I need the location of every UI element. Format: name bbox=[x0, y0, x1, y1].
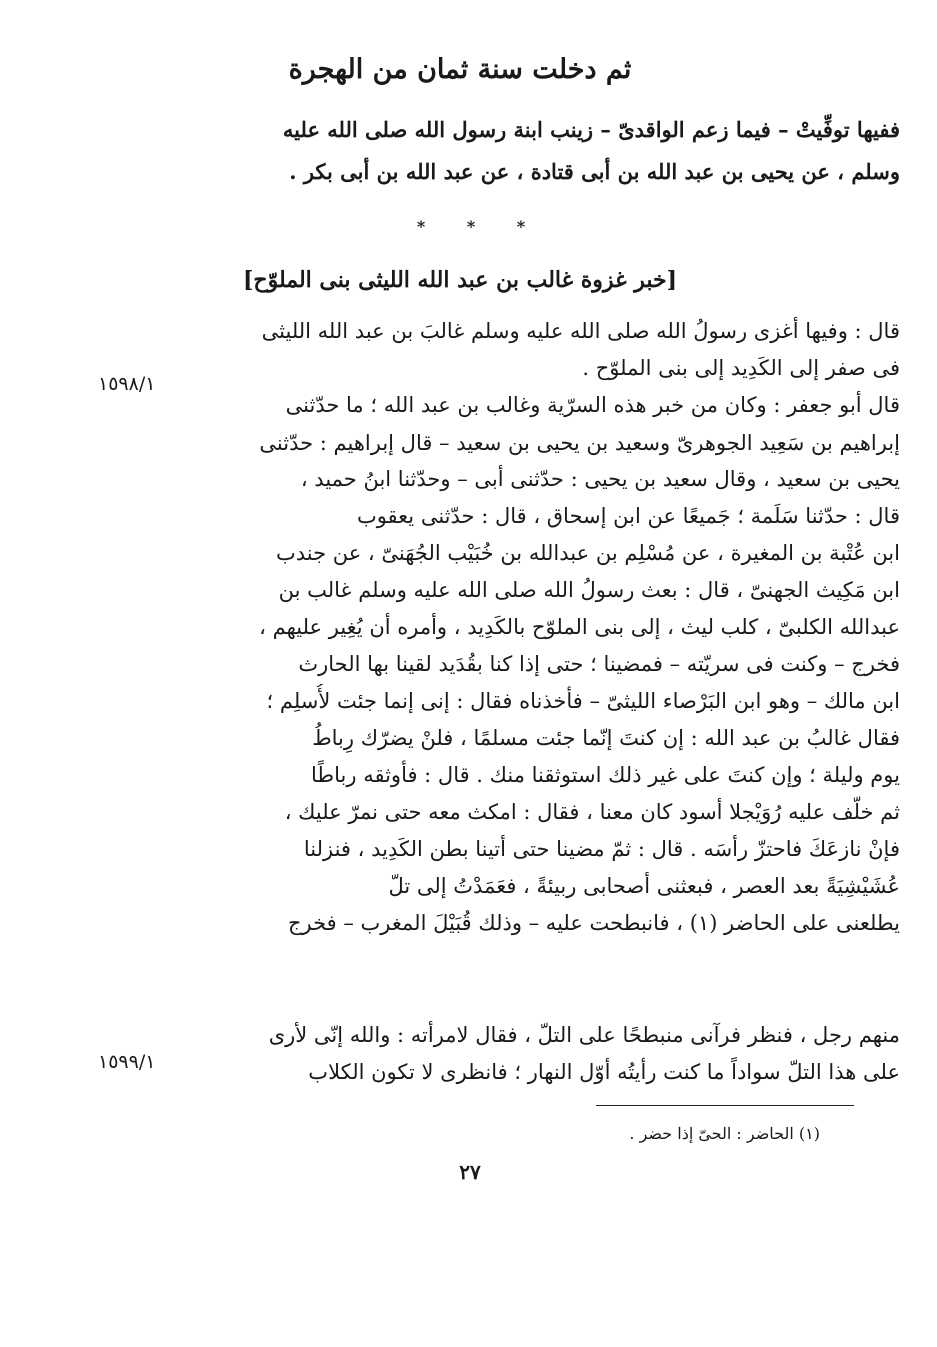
body-line: فقال غالبُ بن عبد الله : إن كنتَ إنّما جئت مسلمًا ، فلنْ يضرّك رِباطُ bbox=[312, 726, 900, 750]
body-line: ثم خلّف عليه رُوَيْجلا أسود كان معنا ، فقال : امكث معه حتى نمرّ عليك ، bbox=[284, 800, 900, 824]
body-line: قال : وفيها أغزى رسولُ الله صلى الله عليه وسلم غالبَ بن عبد الله الليثى bbox=[261, 319, 900, 343]
intro-line: وسلم ، عن يحيى بن عبد الله بن أبى قتادة ، عن عبد الله بن أبى بكر . bbox=[289, 159, 900, 184]
section-title: [خبر غزوة غالب بن عبد الله الليثى بنى الملوّح] bbox=[242, 267, 678, 293]
body-line: فى صفر إلى الكَدِيد إلى بنى الملوّح . bbox=[582, 356, 900, 380]
body-line: قال أبو جعفر : وكان من خبر هذه السرّية وغالب بن عبد الله ؛ ما حدّثنى bbox=[285, 393, 900, 417]
body-line: على هذا التلّ سواداً ما كنت رأيتُه أوّل النهار ؛ فانظرى لا تكون الكلاب bbox=[308, 1060, 900, 1084]
separator-stars: * * * bbox=[416, 217, 544, 236]
body-line: يحيى بن سعيد ، وقال سعيد بن يحيى : حدّثنى أبى – وحدّثنا ابنُ حميد ، bbox=[300, 467, 900, 491]
body-line: فإنْ نازعَكَ فاحتزّ رأسَه . قال : ثمّ مضينا حتى أتينا بطن الكَدِيد ، فنزلنا bbox=[303, 837, 900, 861]
page-number: ٢٧ bbox=[459, 1160, 481, 1184]
body-line: منهم رجل ، فنظر فرآنى منبطحًا على التلّ ، فقال لامرأته : والله إنّى لأرى bbox=[268, 1023, 900, 1047]
body-line: عبدالله الكلبىّ ، كلب ليث ، إلى بنى الملوّح بالكَدِيد ، وأمره أن يُغِير عليهم ، bbox=[259, 615, 900, 639]
body-line: يطلعنى على الحاضر (١) ، فانبطحت عليه – وذلك قُبَيْلَ المغرب – فخرج bbox=[287, 911, 900, 935]
chapter-heading: ثم دخلت سنة ثمان من الهجرة bbox=[288, 54, 632, 85]
margin-reference: ١٥٩٩/١ bbox=[98, 1051, 156, 1073]
body-line: ابن مَكِيث الجهنىّ ، قال : بعث رسولُ الله صلى الله عليه وسلم غالب بن bbox=[278, 578, 900, 602]
body-line: ابن عُتْبة بن المغيرة ، عن مُسْلِم بن عبدالله بن خُبَيْب الجُهَنىّ ، عن جندب bbox=[275, 541, 900, 565]
body-line: ابن مالك – وهو ابن البَرْصاء الليثىّ – فأخذناه فقال : إنى إنما جئت لأُسلِم ؛ bbox=[266, 689, 900, 713]
footnote: (١) الحاضر : الحىّ إذا حضر . bbox=[629, 1124, 820, 1143]
body-line: يوم وليلة ؛ وإن كنتَ على غير ذلك استوثقنا منك . قال : فأوثقه رباطًا bbox=[311, 763, 900, 787]
footnote-divider bbox=[596, 1105, 854, 1106]
body-line: قال : حدّثنا سَلَمة ؛ جَميعًا عن ابن إسحاق ، قال : حدّثنى يعقوب bbox=[356, 504, 900, 528]
body-line: فخرج – وكنت فى سريّته – فمضينا ؛ حتى إذا كنا بقُدَيد لقينا بها الحارث bbox=[298, 652, 900, 676]
body-line: إبراهيم بن سَعِيد الجوهرىّ وسعيد بن يحيى بن سعيد – قال إبراهيم : حدّثنى bbox=[259, 431, 900, 455]
body-line: عُشَيْشِيَةً بعد العصر ، فبعثنى أصحابى ربيئةً ، فعَمَدْتُ إلى تلّ bbox=[388, 874, 900, 898]
margin-reference: ١٥٩٨/١ bbox=[98, 373, 156, 395]
intro-line: ففيها توفِّيتْ – فيما زعم الواقدىّ – زينب ابنة رسول الله صلى الله عليه bbox=[282, 117, 900, 142]
